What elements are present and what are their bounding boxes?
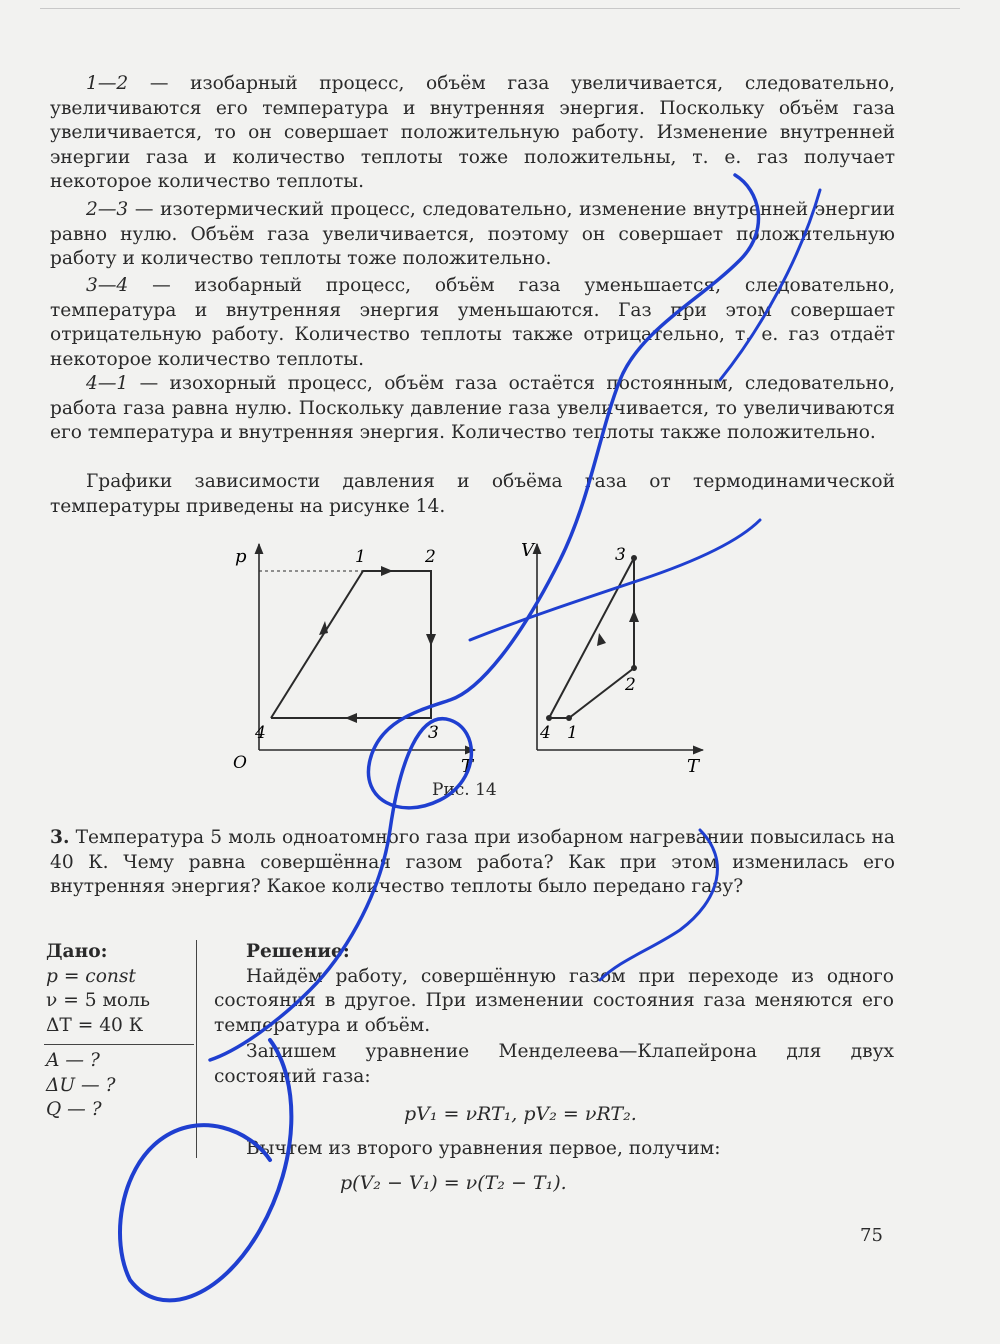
axis-label-t-right: T [687, 756, 700, 777]
top-rule [40, 2, 960, 9]
arrow-3-4 [345, 713, 357, 723]
point-label-4: 4 [255, 723, 266, 743]
origin-label: O [233, 753, 247, 773]
solution-block [214, 940, 894, 1089]
paragraph-text: — изотермический процесс, следовательно, изменение внутренней энергии равно нулю. Объём газа увеличивается, поэтому он совершает положительную работу и количество теплоты тоже положительно. [50, 199, 895, 269]
point-label-2-right: 2 [625, 675, 636, 695]
solution-paragraph: Вычтем из второго уравнения первое, получим: [246, 1138, 721, 1159]
paragraph-text: Графики зависимости давления и объёма газа от термодинамической температуры приведены на рисунке 14. [50, 471, 895, 517]
point-label-4-right: 4 [540, 723, 551, 743]
arrow-3-4-right [597, 633, 606, 646]
paragraph-figure-ref [50, 470, 895, 519]
paragraph-3-4 [50, 274, 895, 372]
page-number: 75 [860, 1225, 883, 1246]
figure-graphs [225, 538, 725, 778]
point-label-1: 1 [355, 547, 366, 567]
point-1 [566, 715, 572, 721]
V-T-graph [521, 540, 703, 777]
axis-label-v: V [521, 540, 534, 561]
equation-difference: p(V₂ − V₁) = ν(T₂ − T₁). [340, 1172, 567, 1194]
given-block [46, 940, 196, 1123]
process-label: 4—1 [86, 373, 129, 394]
unknown-item: Q — ? [46, 1099, 102, 1120]
solution-paragraph: Запишем уравнение Менделеева—Клапейрона для двух состояний газа: [214, 1041, 894, 1087]
solution-block-2 [214, 1137, 894, 1162]
process-label: 1—2 [86, 73, 129, 94]
equation-mendeleev: pV₁ = νRT₁, pV₂ = νRT₂. [404, 1103, 637, 1125]
solution-paragraph: Найдём работу, совершённую газом при переходе из одного состояния в другое. При изменении состояния газа меняются его температура и объём. [214, 965, 894, 1036]
given-item: ΔT = 40 К [46, 1014, 144, 1036]
figure-caption: Рис. 14 [432, 780, 497, 800]
point-label-3-right: 3 [615, 545, 626, 565]
paragraph-2-3 [50, 198, 895, 272]
paragraph-text: — изохорный процесс, объём газа остаётся постоянным, следовательно, работа газа равна нулю. Поскольку давление газа увеличивается, то увеличиваются его температура и внутренняя энергия. Количество теплоты также положительно. [50, 373, 895, 443]
arrow-2-3 [426, 634, 436, 646]
point-label-2: 2 [425, 547, 436, 567]
point-2 [631, 665, 637, 671]
arrow-4-1 [319, 621, 328, 635]
V-T-cycle [549, 558, 634, 718]
figure-14 [225, 538, 725, 808]
unknown-item: ΔU — ? [46, 1074, 116, 1096]
point-label-3: 3 [428, 723, 439, 743]
paragraph-text: — изобарный процесс, объём газа уменьшается, следовательно, температура и внутренняя энергия уменьшаются. Газ при этом совершает отрицательную работу. Количество теплоты также отрицательно, т. е. газ отдаёт некоторое количество теплоты. [50, 275, 895, 370]
point-3 [631, 555, 637, 561]
axis-label-p: p [235, 546, 247, 567]
arrow-1-2 [381, 566, 393, 576]
task-3 [50, 826, 895, 900]
paragraph-text: — изобарный процесс, объём газа увеличивается, следовательно, увеличиваются его температура и внутренняя энергия. Поскольку объём газа увеличивается, то он совершает положительную работу. Изменение внутренней энергии газа и количество теплоты тоже положительны, т. е. газ получает некоторое количество теплоты. [50, 73, 895, 192]
given-header: Дано: [46, 941, 108, 962]
paragraph-1-2 [50, 72, 895, 195]
p-T-graph [233, 544, 475, 777]
process-label: 3—4 [86, 275, 129, 296]
given-divider [196, 940, 197, 1158]
process-label: 2—3 [86, 199, 129, 220]
unknown-item: A — ? [46, 1050, 100, 1071]
task-text: Температура 5 моль одноатомного газа при изобарном нагревании повысилась на 40 К. Чему равна совершённая газом работа? Как при этом изменилась его внутренняя энергия? Какое количество теплоты было передано газу? [50, 827, 895, 897]
axis-label-t-left: T [461, 756, 474, 777]
arrow-2-3-right [629, 610, 639, 622]
paragraph-4-1 [50, 372, 895, 446]
point-label-1-right: 1 [567, 723, 578, 743]
point-4 [546, 715, 552, 721]
given-item: p = const [46, 965, 136, 987]
given-separator [44, 1044, 194, 1045]
solution-header: Решение: [246, 941, 350, 962]
given-item: ν = 5 моль [46, 990, 151, 1011]
task-number: 3. [50, 827, 70, 848]
p-T-cycle [271, 571, 431, 718]
